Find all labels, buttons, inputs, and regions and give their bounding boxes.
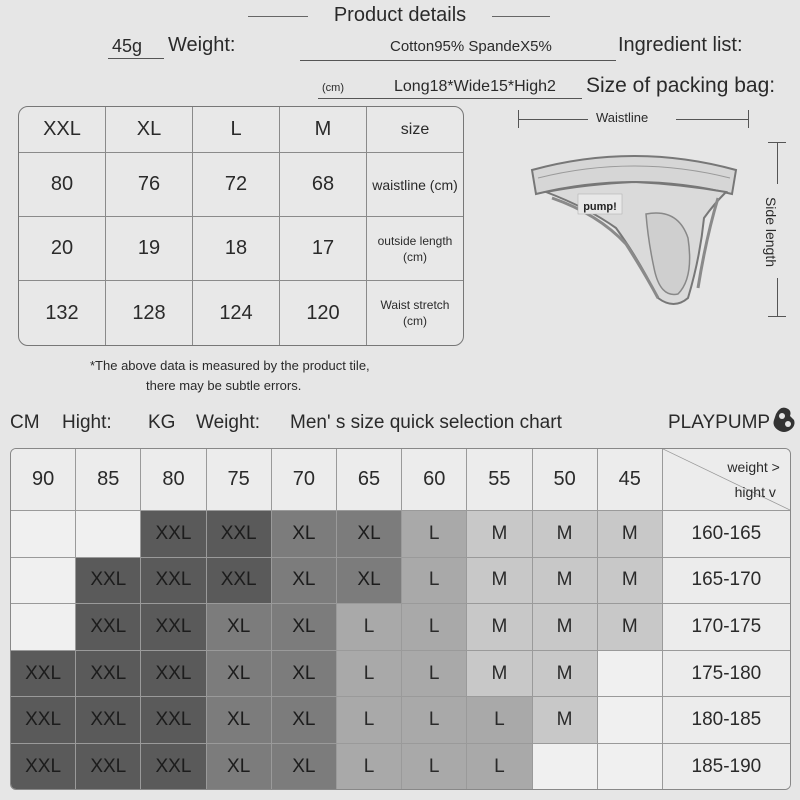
size-recommendation-cell: M <box>467 651 532 698</box>
weight-header-cell: 85 <box>76 449 141 511</box>
size-recommendation-cell: M <box>533 651 598 698</box>
size-recommendation-cell <box>598 744 663 790</box>
size-recommendation-cell: XL <box>337 558 402 605</box>
weight-header-cell: 70 <box>272 449 337 511</box>
size-recommendation-cell: L <box>402 651 467 698</box>
height-range-cell: 160-165 <box>663 511 790 558</box>
size-value-cell: 68 <box>280 153 367 217</box>
size-recommendation-cell: XXL <box>141 558 206 605</box>
weight-header-cell: 60 <box>402 449 467 511</box>
row-label-waistline: waistline (cm) <box>367 153 463 217</box>
size-recommendation-cell: M <box>467 558 532 605</box>
size-recommendation-cell: XXL <box>76 744 141 790</box>
size-recommendation-cell: L <box>402 511 467 558</box>
packing-bag-unit: (cm) <box>322 82 344 94</box>
size-value-cell: 124 <box>193 281 280 345</box>
size-recommendation-cell: M <box>467 604 532 651</box>
note-line-1: *The above data is measured by the product tile, <box>90 358 370 373</box>
size-recommendation-cell: M <box>533 697 598 744</box>
ingredient-value: Cotton95% SpandeX5% <box>390 38 552 55</box>
weight-unit: KG <box>148 412 176 433</box>
measurement-note <box>90 356 470 396</box>
size-value-cell: 76 <box>106 153 193 217</box>
size-recommendation-cell: XL <box>207 651 272 698</box>
size-recommendation-cell: XL <box>272 651 337 698</box>
size-recommendation-cell: XL <box>207 604 272 651</box>
weight-header-cell: 90 <box>11 449 76 511</box>
corner-height-label: hight v <box>734 484 776 500</box>
ingredient-label: Ingredient list: <box>618 34 743 56</box>
size-recommendation-cell: XXL <box>76 651 141 698</box>
size-recommendation-cell <box>11 558 76 605</box>
height-range-cell: 175-180 <box>663 651 790 698</box>
size-recommendation-cell: XL <box>272 558 337 605</box>
size-recommendation-cell: M <box>467 511 532 558</box>
size-recommendation-cell: XXL <box>141 604 206 651</box>
product-brand-label: pump! <box>583 201 617 213</box>
height-range-cell: 170-175 <box>663 604 790 651</box>
size-recommendation-cell: XXL <box>11 744 76 790</box>
corner-header-cell <box>663 449 790 511</box>
size-recommendation-cell: XXL <box>141 651 206 698</box>
note-line-2: there may be subtle errors. <box>146 378 302 393</box>
size-recommendation-cell: L <box>402 604 467 651</box>
weight-header-cell: 65 <box>337 449 402 511</box>
size-recommendation-cell: L <box>467 744 532 790</box>
size-recommendation-cell: XL <box>337 511 402 558</box>
size-recommendation-cell <box>598 651 663 698</box>
size-value-cell: 120 <box>280 281 367 345</box>
size-value-cell: 132 <box>19 281 106 345</box>
product-illustration <box>528 148 740 318</box>
size-header-cell: XL <box>106 107 193 153</box>
row-label-outside-length: outside length (cm) <box>367 217 463 281</box>
size-recommendation-cell: L <box>402 744 467 790</box>
height-range-cell: 185-190 <box>663 744 790 790</box>
side-length-label: Side length <box>763 196 780 268</box>
size-recommendation-cell <box>11 511 76 558</box>
size-recommendation-cell <box>76 511 141 558</box>
size-value-cell: 19 <box>106 217 193 281</box>
size-recommendation-cell: L <box>467 697 532 744</box>
height-range-cell: 165-170 <box>663 558 790 605</box>
row-label-waist-stretch: Waist stretch (cm) <box>380 298 450 328</box>
weight-header-cell: 45 <box>598 449 663 511</box>
packing-bag-label: Size of packing bag: <box>586 74 776 97</box>
size-value-cell: 20 <box>19 217 106 281</box>
size-recommendation-cell: M <box>533 604 598 651</box>
page-title: Product details <box>333 4 467 26</box>
size-value-cell: 128 <box>106 281 193 345</box>
size-recommendation-cell: XXL <box>141 697 206 744</box>
size-recommendation-cell: XXL <box>141 511 206 558</box>
size-recommendation-cell: XL <box>207 697 272 744</box>
size-recommendation-cell: L <box>337 697 402 744</box>
weight-header-cell: 80 <box>141 449 206 511</box>
size-recommendation-cell: XXL <box>141 744 206 790</box>
weight-header-cell: 55 <box>467 449 532 511</box>
size-recommendation-cell: L <box>337 651 402 698</box>
size-value-cell: 72 <box>193 153 280 217</box>
height-unit-label: Hight: <box>62 412 112 433</box>
chart-title: Men' s size quick selection chart <box>290 412 562 433</box>
weight-label: Weight: <box>168 34 236 56</box>
size-recommendation-cell: L <box>337 744 402 790</box>
size-recommendation-cell: XXL <box>76 558 141 605</box>
size-recommendation-cell: XXL <box>207 558 272 605</box>
weight-value: 45g <box>112 36 143 56</box>
corner-weight-label: weight > <box>727 459 780 475</box>
size-recommendation-cell: XXL <box>76 604 141 651</box>
size-recommendation-cell: M <box>533 558 598 605</box>
size-quick-chart <box>10 448 791 790</box>
size-recommendation-cell: XXL <box>11 697 76 744</box>
quick-chart-heading <box>0 410 800 438</box>
size-recommendation-cell: XXL <box>207 511 272 558</box>
size-recommendation-cell: XL <box>272 511 337 558</box>
size-value-cell: 17 <box>280 217 367 281</box>
size-value-cell: 80 <box>19 153 106 217</box>
waistline-dimension-label: Waistline <box>596 110 649 125</box>
size-recommendation-cell: M <box>598 511 663 558</box>
size-value-cell: 18 <box>193 217 280 281</box>
size-recommendation-cell: XL <box>272 697 337 744</box>
size-recommendation-cell: XL <box>272 744 337 790</box>
size-recommendation-cell: M <box>533 511 598 558</box>
height-range-cell: 180-185 <box>663 697 790 744</box>
size-recommendation-cell <box>598 697 663 744</box>
size-header-label: size <box>367 107 463 153</box>
weight-header-cell: 50 <box>533 449 598 511</box>
size-header-cell: XXL <box>19 107 106 153</box>
size-recommendation-cell: L <box>337 604 402 651</box>
weight-header-cell: 75 <box>207 449 272 511</box>
size-header-cell: L <box>193 107 280 153</box>
size-recommendation-cell: M <box>598 558 663 605</box>
height-unit: CM <box>10 412 40 433</box>
size-recommendation-cell: XXL <box>76 697 141 744</box>
size-recommendation-cell: L <box>402 697 467 744</box>
size-recommendation-cell <box>11 604 76 651</box>
packing-bag-value: Long18*Wide15*High2 <box>394 78 556 95</box>
size-recommendation-cell: M <box>598 604 663 651</box>
size-recommendation-cell <box>533 744 598 790</box>
size-header-cell: M <box>280 107 367 153</box>
weight-unit-label: Weight: <box>196 412 261 433</box>
size-recommendation-cell: XXL <box>11 651 76 698</box>
size-recommendation-cell: XL <box>207 744 272 790</box>
brand-name: PLAYPUMP <box>668 412 771 433</box>
size-recommendation-cell: L <box>402 558 467 605</box>
size-table <box>18 106 464 346</box>
size-recommendation-cell: XL <box>272 604 337 651</box>
brand-logo-icon <box>770 404 798 438</box>
